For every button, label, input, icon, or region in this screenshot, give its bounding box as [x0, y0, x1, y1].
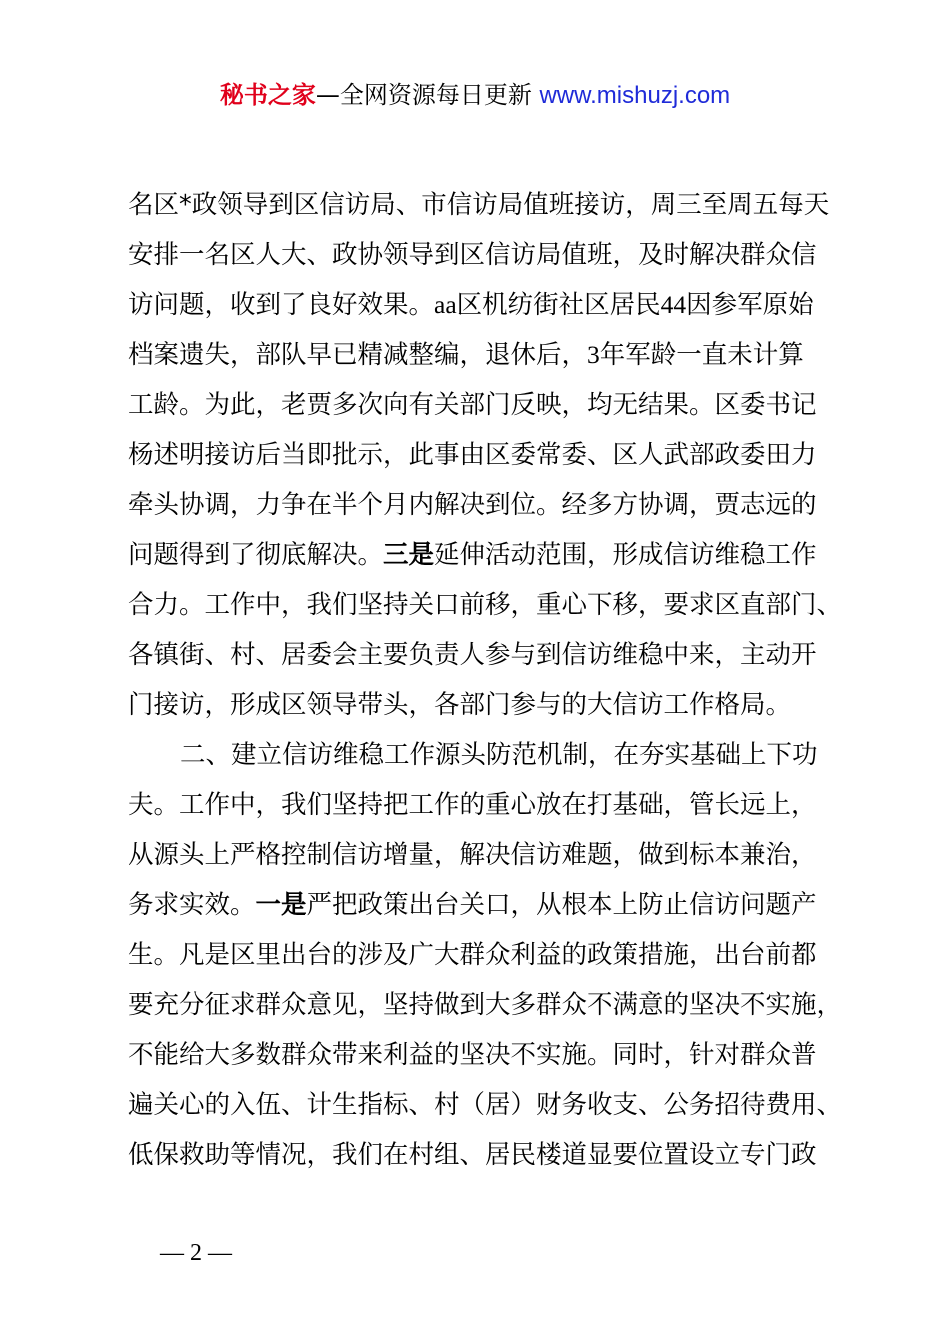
- text-run: 低保救助等情况，我们在村组、居民楼道显要位置设立专门政: [128, 1140, 817, 1170]
- text-run: 门接访，形成区领导带头，各部门参与的大信访工作格局。: [128, 690, 792, 720]
- text-run: 安排一名区人大、政协领导到区信访局值班，及时解决群众信: [128, 240, 817, 270]
- text-line: [128, 780, 833, 830]
- text-run: 牵头协调，力争在半个月内解决到位。经多方协调，贾志远的: [128, 490, 817, 520]
- text-run: 问题得到了彻底解决。: [128, 540, 384, 570]
- text-line: [128, 330, 833, 380]
- text-line: [128, 1030, 833, 1080]
- text-run: 合力。工作中，我们坚持关口前移，重心下移，要求区直部门、: [128, 590, 843, 620]
- text-line: [128, 180, 833, 230]
- text-run: 严把政策出台关口，从根本上防止信访问题产: [306, 890, 817, 920]
- site-tagline: —全网资源每日更新: [315, 81, 540, 109]
- text-run-bold: 三是: [383, 540, 435, 570]
- text-run: 延伸活动范围，形成信访维稳工作: [434, 540, 817, 570]
- text-line: [128, 680, 833, 730]
- text-run: 因参军原始: [686, 290, 814, 320]
- section-heading-line: [128, 730, 833, 780]
- text-line: [128, 930, 833, 980]
- document-body: [128, 180, 843, 1180]
- page-header: [0, 78, 950, 113]
- text-run: 区机纺街社区居民: [456, 290, 661, 320]
- site-brand: 秘书之家: [219, 81, 316, 109]
- text-run: 要充分征求群众意见，坚持做到大多群众不满意的坚决不实施，: [128, 990, 843, 1020]
- text-run-latin: 44: [660, 290, 687, 319]
- text-run: 名区*政领导到区信访局、市信访局值班接访，周三至周五每天: [128, 190, 830, 220]
- text-line: [128, 980, 843, 1030]
- text-run: 档案遗失，部队早已精减整编，退休后，: [128, 340, 588, 370]
- text-run: 访问题，收到了良好效果。: [128, 290, 435, 320]
- text-line: [128, 1130, 833, 1180]
- text-run: 二、建立信访维稳工作源头防范机制，在夯实基础上下功: [180, 740, 818, 770]
- text-run: 生。凡是区里出台的涉及广大群众利益的政策措施，出台前都: [128, 940, 817, 970]
- text-line: [128, 430, 833, 480]
- text-line: [128, 880, 833, 930]
- text-run: 不能给大多数群众带来利益的坚决不实施。同时，针对群众普: [128, 1040, 817, 1070]
- text-line: [128, 280, 833, 330]
- site-url-link[interactable]: www.mishuzj.com: [539, 82, 731, 109]
- text-line: [128, 380, 833, 430]
- text-run: 工龄。为此，老贾多次向有关部门反映，均无结果。区委书记: [128, 390, 817, 420]
- text-line: [128, 580, 843, 630]
- text-run-bold: 一是: [255, 890, 307, 920]
- text-run: 遍关心的入伍、计生指标、村（居）财务收支、公务招待费用、: [128, 1090, 843, 1120]
- text-run: 夫。工作中，我们坚持把工作的重心放在打基础，管长远上，: [128, 790, 817, 820]
- text-line: [128, 630, 833, 680]
- text-line: [128, 1080, 843, 1130]
- text-run: 各镇街、村、居委会主要负责人参与到信访维稳中来，主动开: [128, 640, 817, 670]
- text-run: 务求实效。: [128, 890, 256, 920]
- text-line: [128, 530, 833, 580]
- text-run: 从源头上严格控制信访增量，解决信访难题，做到标本兼治，: [128, 840, 817, 870]
- page-number: — 2 —: [160, 1240, 232, 1266]
- text-line: [128, 830, 833, 880]
- text-line: [128, 230, 833, 280]
- text-line: [128, 480, 833, 530]
- text-run-latin: aa: [434, 290, 457, 319]
- text-run: 杨述明接访后当即批示，此事由区委常委、区人武部政委田力: [128, 440, 817, 470]
- text-run-latin: 3: [587, 340, 600, 369]
- text-run: 年军龄一直未计算: [599, 340, 804, 370]
